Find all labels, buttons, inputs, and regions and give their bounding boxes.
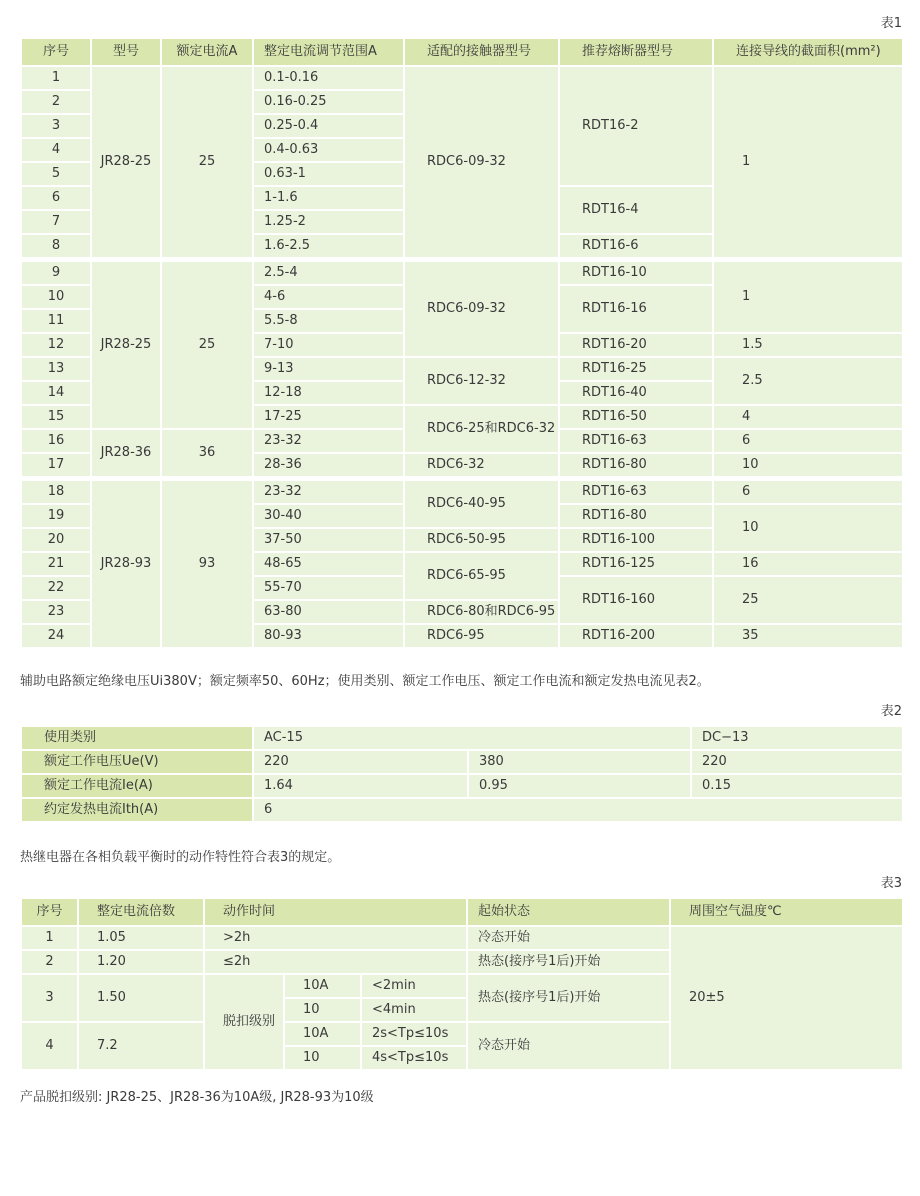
cell-model: JR28-25 — [91, 66, 161, 260]
col-header-model: 型号 — [91, 38, 161, 66]
col-header-current-multiple: 整定电流倍数 — [78, 898, 204, 926]
cell-no: 17 — [21, 453, 91, 479]
cell-wire: 1 — [713, 260, 903, 334]
cell-no: 2 — [21, 950, 78, 974]
cell-fuse: RDT16-20 — [559, 333, 713, 357]
cell-range: 0.4-0.63 — [253, 138, 404, 162]
cell-model: JR28-25 — [91, 260, 161, 430]
col-header-no: 序号 — [21, 898, 78, 926]
table-row — [21, 66, 903, 90]
cell-no: 15 — [21, 405, 91, 429]
cell-no: 3 — [21, 974, 78, 1022]
cell-fuse: RDT16-80 — [559, 504, 713, 528]
cell-range: 80-93 — [253, 624, 404, 648]
cell-range: 7-10 — [253, 333, 404, 357]
cell-category-ac: AC-15 — [253, 726, 691, 750]
col-header-ambient-temperature: 周围空气温度℃ — [670, 898, 903, 926]
cell-fuse: RDT16-4 — [559, 186, 713, 234]
cell-no: 23 — [21, 600, 91, 624]
cell-action-time: 4s<Tp≤10s — [361, 1046, 467, 1070]
cell-value: 0.95 — [468, 774, 691, 798]
cell-wire: 2.5 — [713, 357, 903, 405]
cell-value: 380 — [468, 750, 691, 774]
cell-no: 20 — [21, 528, 91, 552]
cell-fuse: RDT16-10 — [559, 260, 713, 286]
cell-multiple: 1.50 — [78, 974, 204, 1022]
cell-wire: 1.5 — [713, 333, 903, 357]
table-row — [21, 750, 903, 774]
cell-no: 1 — [21, 926, 78, 950]
cell-action-time: >2h — [204, 926, 467, 950]
cell-no: 11 — [21, 309, 91, 333]
cell-ambient-temperature: 20±5 — [670, 926, 903, 1070]
cell-wire: 35 — [713, 624, 903, 648]
row-header-rated-voltage: 额定工作电压Ue(V) — [21, 750, 253, 774]
cell-range: 9-13 — [253, 357, 404, 381]
cell-initial-state: 冷态开始 — [467, 926, 670, 950]
cell-trip-class: 10A — [284, 974, 361, 998]
cell-trip-class: 10 — [284, 1046, 361, 1070]
cell-no: 22 — [21, 576, 91, 600]
cell-range: 37-50 — [253, 528, 404, 552]
cell-fuse: RDT16-200 — [559, 624, 713, 648]
cell-multiple: 1.20 — [78, 950, 204, 974]
cell-contactor: RDC6-25和RDC6-32 — [404, 405, 559, 453]
col-header-fuse: 推荐熔断器型号 — [559, 38, 713, 66]
table-3-action-characteristics — [20, 897, 904, 1071]
cell-no: 10 — [21, 285, 91, 309]
cell-value: 6 — [253, 798, 903, 822]
cell-wire: 25 — [713, 576, 903, 624]
row-header-utilization-category: 使用类别 — [21, 726, 253, 750]
cell-model: JR28-36 — [91, 429, 161, 479]
cell-fuse: RDT16-63 — [559, 429, 713, 453]
cell-range: 23-32 — [253, 479, 404, 505]
cell-wire: 6 — [713, 429, 903, 453]
cell-no: 13 — [21, 357, 91, 381]
cell-range: 4-6 — [253, 285, 404, 309]
cell-range: 55-70 — [253, 576, 404, 600]
cell-value: 1.64 — [253, 774, 468, 798]
cell-contactor: RDC6-09-32 — [404, 260, 559, 358]
cell-trip-class-label: 脱扣级别 — [204, 974, 284, 1070]
cell-action-time: ≤2h — [204, 950, 467, 974]
cell-initial-state: 热态(接序号1后)开始 — [467, 974, 670, 1022]
col-header-wire-section: 连接导线的截面积(mm²) — [713, 38, 903, 66]
table-row — [21, 774, 903, 798]
cell-wire: 4 — [713, 405, 903, 429]
cell-fuse: RDT16-2 — [559, 66, 713, 186]
cell-no: 7 — [21, 210, 91, 234]
action-characteristics-paragraph: 热继电器在各相负载平衡时的动作特性符合表3的规定。 — [20, 850, 341, 865]
cell-value: 0.15 — [691, 774, 903, 798]
col-header-no: 序号 — [21, 38, 91, 66]
cell-no: 19 — [21, 504, 91, 528]
cell-no: 18 — [21, 479, 91, 505]
col-header-action-time: 动作时间 — [204, 898, 467, 926]
cell-multiple: 7.2 — [78, 1022, 204, 1070]
table-row — [21, 260, 903, 286]
cell-no: 12 — [21, 333, 91, 357]
cell-initial-state: 冷态开始 — [467, 1022, 670, 1070]
cell-trip-class: 10A — [284, 1022, 361, 1046]
cell-no: 4 — [21, 1022, 78, 1070]
cell-wire: 16 — [713, 552, 903, 576]
cell-range: 1.6-2.5 — [253, 234, 404, 260]
cell-range: 28-36 — [253, 453, 404, 479]
cell-contactor: RDC6-80和RDC6-95 — [404, 600, 559, 624]
cell-range: 17-25 — [253, 405, 404, 429]
cell-no: 21 — [21, 552, 91, 576]
cell-range: 48-65 — [253, 552, 404, 576]
table-2-aux-circuit-ratings — [20, 725, 904, 823]
col-header-setting-range: 整定电流调节范围A — [253, 38, 404, 66]
cell-model: JR28-93 — [91, 479, 161, 649]
cell-contactor: RDC6-50-95 — [404, 528, 559, 552]
cell-range: 0.16-0.25 — [253, 90, 404, 114]
cell-rated-current: 25 — [161, 66, 253, 260]
table1-header-row — [21, 38, 903, 66]
row-header-thermal-current: 约定发热电流Ith(A) — [21, 798, 253, 822]
table-row — [21, 926, 903, 950]
table1-label: 表1 — [880, 16, 902, 31]
cell-action-time: 2s<Tp≤10s — [361, 1022, 467, 1046]
cell-contactor: RDC6-32 — [404, 453, 559, 479]
cell-no: 24 — [21, 624, 91, 648]
cell-fuse: RDT16-16 — [559, 285, 713, 333]
cell-wire: 10 — [713, 504, 903, 552]
cell-action-time: <4min — [361, 998, 467, 1022]
cell-contactor: RDC6-95 — [404, 624, 559, 648]
cell-fuse: RDT16-63 — [559, 479, 713, 505]
cell-rated-current: 25 — [161, 260, 253, 430]
cell-category-dc: DC−13 — [691, 726, 903, 750]
cell-no: 16 — [21, 429, 91, 453]
cell-range: 0.63-1 — [253, 162, 404, 186]
cell-range: 0.1-0.16 — [253, 66, 404, 90]
cell-wire: 10 — [713, 453, 903, 479]
cell-no: 14 — [21, 381, 91, 405]
cell-fuse: RDT16-80 — [559, 453, 713, 479]
cell-range: 63-80 — [253, 600, 404, 624]
col-header-contactor: 适配的接触器型号 — [404, 38, 559, 66]
cell-no: 5 — [21, 162, 91, 186]
col-header-rated-current: 额定电流A — [161, 38, 253, 66]
table-row — [21, 798, 903, 822]
table-row — [21, 479, 903, 505]
cell-contactor: RDC6-40-95 — [404, 479, 559, 529]
aux-circuit-paragraph: 辅助电路额定绝缘电压Ui380V；额定频率50、60Hz；使用类别、额定工作电压、额定工作电流和额定发热电流见表2。 — [20, 674, 710, 689]
cell-range: 23-32 — [253, 429, 404, 453]
cell-value: 220 — [691, 750, 903, 774]
cell-fuse: RDT16-6 — [559, 234, 713, 260]
cell-trip-class: 10 — [284, 998, 361, 1022]
cell-range: 30-40 — [253, 504, 404, 528]
cell-fuse: RDT16-160 — [559, 576, 713, 624]
cell-range: 1.25-2 — [253, 210, 404, 234]
cell-value: 220 — [253, 750, 468, 774]
table3-header-row — [21, 898, 903, 926]
cell-no: 1 — [21, 66, 91, 90]
cell-range: 2.5-4 — [253, 260, 404, 286]
cell-fuse: RDT16-100 — [559, 528, 713, 552]
cell-no: 9 — [21, 260, 91, 286]
table-1-model-selection — [20, 37, 904, 649]
col-header-initial-state: 起始状态 — [467, 898, 670, 926]
cell-contactor: RDC6-09-32 — [404, 66, 559, 260]
cell-contactor: RDC6-65-95 — [404, 552, 559, 600]
cell-wire: 1 — [713, 66, 903, 260]
table2-label: 表2 — [880, 704, 902, 719]
cell-action-time: <2min — [361, 974, 467, 998]
cell-range: 0.25-0.4 — [253, 114, 404, 138]
cell-no: 6 — [21, 186, 91, 210]
table-row — [21, 726, 903, 750]
cell-fuse: RDT16-125 — [559, 552, 713, 576]
row-header-rated-current: 额定工作电流Ie(A) — [21, 774, 253, 798]
cell-initial-state: 热态(接序号1后)开始 — [467, 950, 670, 974]
cell-no: 3 — [21, 114, 91, 138]
trip-class-footnote: 产品脱扣级别: JR28-25、JR28-36为10A级, JR28-93为10级 — [20, 1090, 374, 1105]
cell-range: 1-1.6 — [253, 186, 404, 210]
cell-rated-current: 93 — [161, 479, 253, 649]
cell-fuse: RDT16-25 — [559, 357, 713, 381]
table3-label: 表3 — [880, 876, 902, 891]
cell-rated-current: 36 — [161, 429, 253, 479]
cell-contactor: RDC6-12-32 — [404, 357, 559, 405]
cell-range: 5.5-8 — [253, 309, 404, 333]
cell-no: 2 — [21, 90, 91, 114]
cell-fuse: RDT16-40 — [559, 381, 713, 405]
cell-fuse: RDT16-50 — [559, 405, 713, 429]
cell-no: 4 — [21, 138, 91, 162]
cell-no: 8 — [21, 234, 91, 260]
cell-wire: 6 — [713, 479, 903, 505]
cell-multiple: 1.05 — [78, 926, 204, 950]
cell-range: 12-18 — [253, 381, 404, 405]
